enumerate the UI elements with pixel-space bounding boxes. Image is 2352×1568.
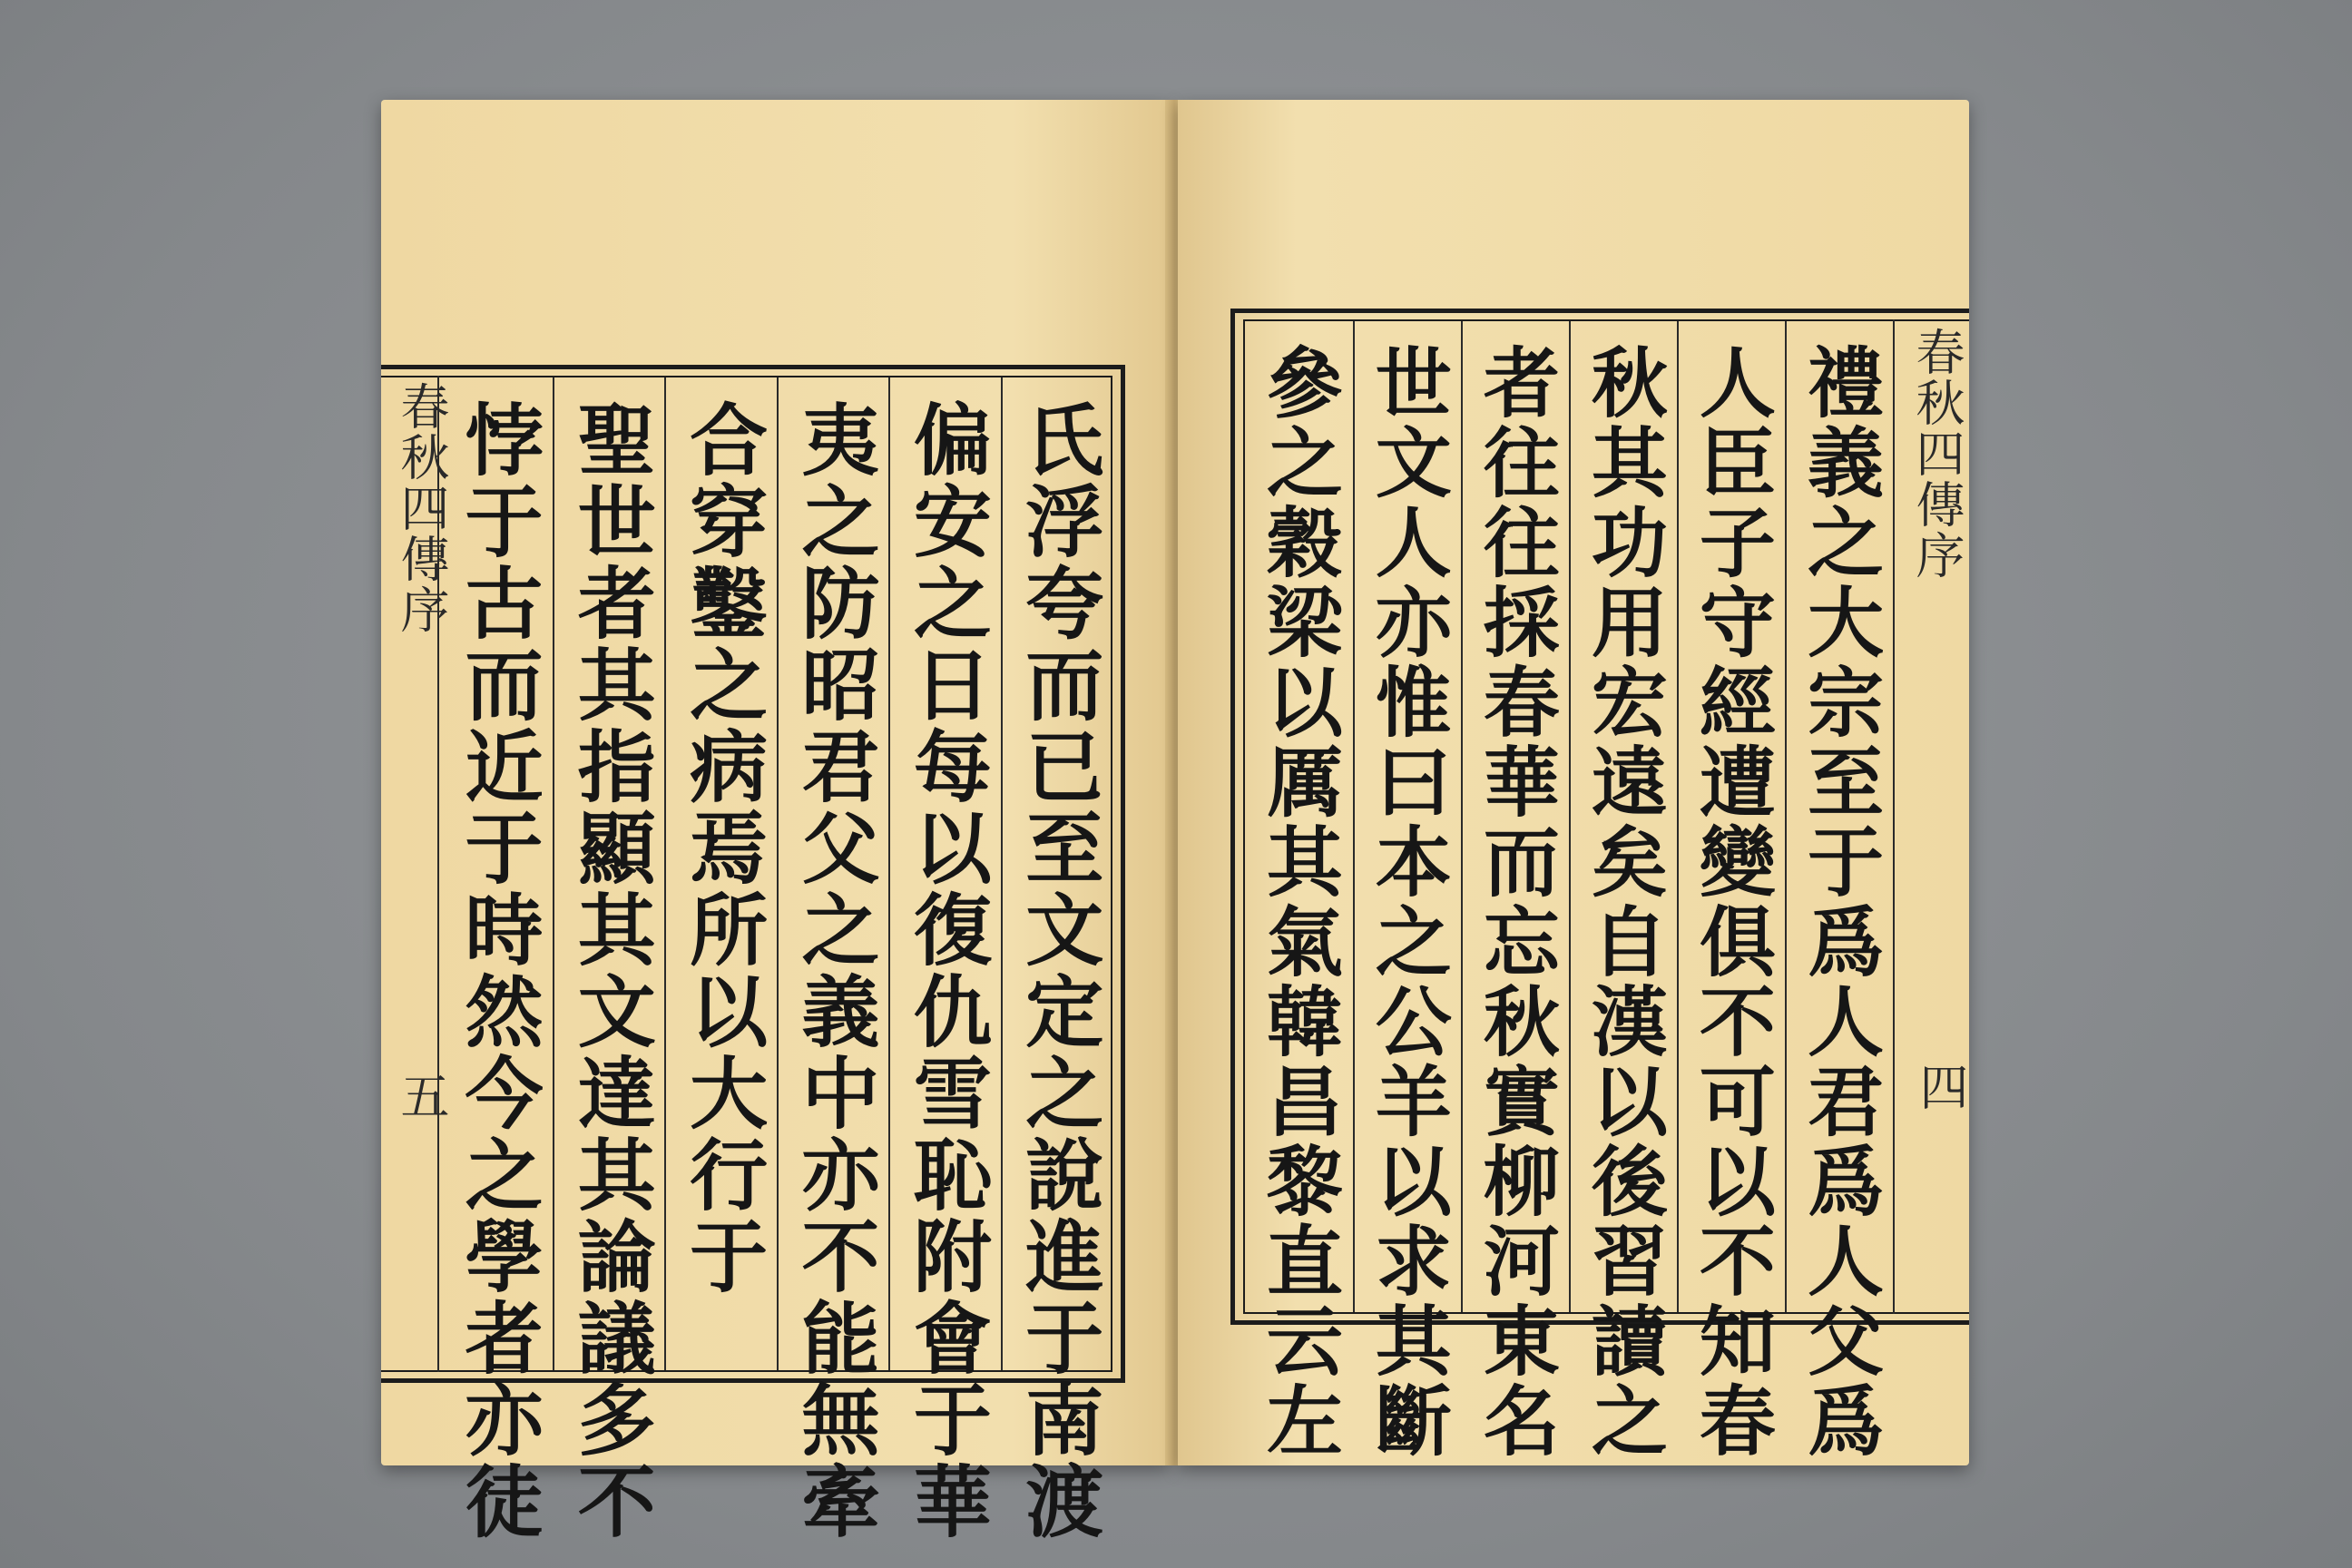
column-text: 氏浮夸而已至文定之說進于南渡 [1012, 399, 1104, 1543]
text-column [1785, 321, 1893, 1461]
text-column [1569, 321, 1677, 1461]
left-page [381, 100, 1171, 1543]
left-text-columns [441, 377, 1112, 1543]
text-column [1245, 321, 1353, 1461]
column-text: 參之穀梁以厲其氣韓昌黎直云左 [1254, 343, 1345, 1461]
text-column [441, 377, 553, 1543]
column-text: 夷之防昭君父之義中亦不能無牽 [788, 399, 880, 1543]
text-column [553, 377, 664, 1543]
column-text: 偏安之日每以復仇雪恥附會于華 [899, 399, 992, 1543]
left-page-number: 五 [393, 1071, 450, 1120]
text-column [777, 377, 888, 1543]
column-text: 合穿鑿之病焉所以大行于 [676, 399, 769, 1298]
column-text: 禮義之大宗至于爲人君爲人父爲 [1795, 343, 1886, 1461]
column-text: 人臣子守經遭變俱不可以不知春 [1687, 343, 1778, 1461]
right-fold-margin-title: 春秋四傳序 [1908, 327, 1965, 581]
column-text: 世文人亦惟曰本之公羊以求其斷 [1363, 343, 1454, 1461]
text-column [1001, 377, 1112, 1543]
text-column [1461, 321, 1569, 1461]
column-text: 悖于古而近于時然今之學者亦徒 [451, 399, 544, 1543]
column-text: 聖世者其指顯其文達其論議多不 [564, 399, 656, 1543]
open-book [381, 100, 1969, 1543]
right-fold-margin-line [1893, 319, 1895, 1314]
column-text: 者往往採春華而忘秋實柳河東名 [1471, 343, 1562, 1461]
column-text: 秋其功用宏遠矣自漢以後習讀之 [1579, 343, 1670, 1461]
right-page [1178, 100, 1969, 1465]
right-page-number: 四 [1912, 1062, 1969, 1111]
left-fold-margin-title: 春秋四傳序 [393, 381, 450, 635]
text-column [664, 377, 776, 1370]
text-column [1677, 321, 1785, 1461]
text-column [888, 377, 1000, 1543]
right-text-columns [1245, 321, 1893, 1461]
text-column [1353, 321, 1461, 1461]
